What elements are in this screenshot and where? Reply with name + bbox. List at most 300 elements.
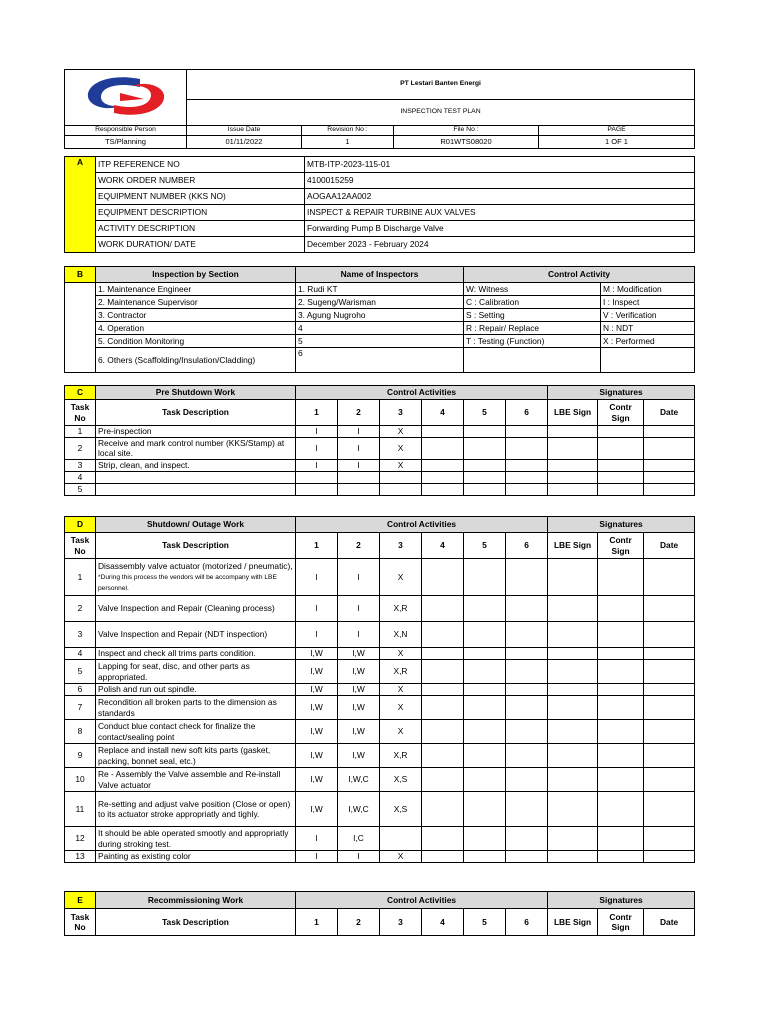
task-no: 3 xyxy=(65,622,96,648)
control-code xyxy=(464,348,601,373)
lbe-sign-header: LBE Sign xyxy=(548,533,598,559)
inspector-name: 5 xyxy=(296,335,464,348)
task-description-text: Inspect and check all trims parts condition. xyxy=(98,648,256,659)
control-activity-cell xyxy=(506,426,548,438)
control-activity-cell: I xyxy=(296,622,338,648)
lbe-sign-cell xyxy=(548,483,598,495)
field-value: MTB-ITP-2023-115-01 xyxy=(305,157,695,173)
task-description-text: Painting as existing color xyxy=(98,851,191,862)
task-description xyxy=(96,720,296,744)
date-cell xyxy=(644,483,695,495)
activity-column-header: 2 xyxy=(338,400,380,426)
control-activity-cell: X xyxy=(380,720,422,744)
control-activity-cell: I xyxy=(296,459,338,471)
task-description xyxy=(96,744,296,768)
control-activity-cell: I,W,C xyxy=(338,768,380,792)
control-activity-cell: X xyxy=(380,684,422,696)
control-activity-cell xyxy=(422,827,464,851)
control-activity-cell xyxy=(422,437,464,459)
control-activity-cell: I xyxy=(338,596,380,622)
lbe-sign-cell xyxy=(548,471,598,483)
task-no: 6 xyxy=(65,684,96,696)
task-description xyxy=(96,483,296,495)
task-description-text: It should be able operated smootly and appropriatly during stroking test. xyxy=(98,828,289,849)
task-no: 12 xyxy=(65,827,96,851)
control-activity-cell xyxy=(464,720,506,744)
contr-sign-cell xyxy=(598,648,644,660)
task-description xyxy=(96,827,296,851)
task-description-text: Re - Assembly the Valve assemble and Re-install Valve actuator xyxy=(98,769,281,790)
activity-column-header: 5 xyxy=(464,400,506,426)
control-activity-cell: I,W xyxy=(296,684,338,696)
contr-sign-cell xyxy=(598,744,644,768)
task-description xyxy=(96,596,296,622)
control-activity-cell xyxy=(464,660,506,684)
control-activity-cell: I xyxy=(296,596,338,622)
company-logo xyxy=(65,70,187,126)
lbe-sign-cell xyxy=(548,426,598,438)
task-row xyxy=(65,768,695,792)
field-value: Forwarding Pump B Discharge Valve xyxy=(305,221,695,237)
control-code: C : Calibration xyxy=(464,296,601,309)
control-code: V : Verification xyxy=(601,309,695,322)
control-activity-cell xyxy=(506,720,548,744)
control-activity-cell: X,S xyxy=(380,768,422,792)
control-activity-cell: X xyxy=(380,696,422,720)
task-no: 1 xyxy=(65,559,96,596)
task-row xyxy=(65,660,695,684)
date-header: Date xyxy=(644,533,695,559)
activity-column-header: 2 xyxy=(338,909,380,936)
control-activity-cell xyxy=(422,483,464,495)
task-description xyxy=(96,559,296,596)
control-activity-cell xyxy=(422,696,464,720)
date-cell xyxy=(644,792,695,827)
lbe-sign-cell xyxy=(548,696,598,720)
lbe-sign-header: LBE Sign xyxy=(548,400,598,426)
meta-label: Responsible Person xyxy=(65,125,187,135)
control-activity-cell xyxy=(422,720,464,744)
control-activity-cell xyxy=(422,768,464,792)
control-activity-cell xyxy=(422,426,464,438)
task-note: *During this process the vendors will be accompany with LBE personnel. xyxy=(98,574,277,593)
field-label: WORK ORDER NUMBER xyxy=(96,173,305,189)
section-d-letter: D xyxy=(65,517,96,533)
control-activity-cell xyxy=(464,744,506,768)
control-activity-cell: I,W,C xyxy=(338,792,380,827)
date-cell xyxy=(644,827,695,851)
section-e-letter: E xyxy=(65,892,96,909)
document-header xyxy=(64,69,695,149)
page-number: 1 OF 1 xyxy=(539,135,695,148)
field-label: EQUIPMENT NUMBER (KKS NO) xyxy=(96,189,305,205)
contr-sign-cell xyxy=(598,437,644,459)
task-description xyxy=(96,648,296,660)
task-description-text: Receive and mark control number (KKS/Stamp) at local site. xyxy=(98,437,285,458)
task-no: 11 xyxy=(65,792,96,827)
task-description-text: Conduct blue contact check for finalize the contact/sealing point xyxy=(98,721,256,742)
task-no-header: Task No xyxy=(65,533,96,559)
date-cell xyxy=(644,622,695,648)
control-activity-cell: I xyxy=(296,851,338,863)
control-activity-cell xyxy=(338,471,380,483)
task-row xyxy=(65,720,695,744)
date-cell xyxy=(644,648,695,660)
control-code xyxy=(601,348,695,373)
field-label: ITP REFERENCE NO xyxy=(96,157,305,173)
control-activity-cell xyxy=(422,622,464,648)
control-activity-cell xyxy=(506,437,548,459)
contr-sign-header: Contr Sign xyxy=(598,909,644,936)
inspection-section-header: Inspection by Section xyxy=(96,267,296,283)
task-row xyxy=(65,851,695,863)
field-value: INSPECT & REPAIR TURBINE AUX VALVES xyxy=(305,205,695,221)
control-activities-header: Control Activities xyxy=(296,386,548,400)
control-activity-cell: I,W xyxy=(338,744,380,768)
task-no: 4 xyxy=(65,471,96,483)
control-activity-cell xyxy=(464,696,506,720)
contr-sign-cell xyxy=(598,720,644,744)
lbe-sign-cell xyxy=(548,437,598,459)
task-description-text: Lapping for seat, disc, and other parts as appropriated. xyxy=(98,661,250,682)
contr-sign-cell xyxy=(598,622,644,648)
control-activity-cell xyxy=(506,744,548,768)
activity-column-header: 1 xyxy=(296,909,338,936)
contr-sign-cell xyxy=(598,559,644,596)
control-activity-cell: I xyxy=(296,426,338,438)
control-activity-cell: I xyxy=(338,559,380,596)
field-value: AOGAA12AA002 xyxy=(305,189,695,205)
activity-column-header: 3 xyxy=(380,400,422,426)
task-no: 9 xyxy=(65,744,96,768)
lbe-sign-cell xyxy=(548,792,598,827)
lbe-sign-cell xyxy=(548,851,598,863)
task-no: 10 xyxy=(65,768,96,792)
control-activity-cell: X,R xyxy=(380,596,422,622)
control-activity-cell xyxy=(422,596,464,622)
control-activity-cell xyxy=(506,459,548,471)
control-activity-cell: I xyxy=(296,559,338,596)
inspection-section: 3. Contractor xyxy=(96,309,296,322)
control-activity-cell: I xyxy=(338,459,380,471)
control-activity-cell xyxy=(422,684,464,696)
control-activity-cell: X xyxy=(380,437,422,459)
date-cell xyxy=(644,684,695,696)
lbe-sign-cell xyxy=(548,648,598,660)
task-no: 2 xyxy=(65,596,96,622)
control-code: T : Testing (Function) xyxy=(464,335,601,348)
control-activity-cell xyxy=(464,559,506,596)
responsible-person: TS/Planning xyxy=(65,135,187,148)
control-activity-cell xyxy=(380,471,422,483)
task-no-header: Task No xyxy=(65,400,96,426)
control-code: W: Witness xyxy=(464,283,601,296)
contr-sign-cell xyxy=(598,768,644,792)
control-activity-cell xyxy=(464,684,506,696)
date-cell xyxy=(644,696,695,720)
control-activity-cell: X xyxy=(380,459,422,471)
control-activity-cell: I,C xyxy=(338,827,380,851)
control-activity-cell: I xyxy=(296,437,338,459)
control-activity-cell xyxy=(506,483,548,495)
control-activity-cell xyxy=(506,768,548,792)
task-description-header: Task Description xyxy=(96,533,296,559)
control-activity-cell: I,W xyxy=(296,768,338,792)
task-row xyxy=(65,437,695,459)
section-c-title: Pre Shutdown Work xyxy=(96,386,296,400)
control-activity-cell xyxy=(506,851,548,863)
task-description xyxy=(96,851,296,863)
control-activity-cell xyxy=(422,660,464,684)
control-activity-cell: I,W xyxy=(296,696,338,720)
control-activity-cell xyxy=(296,471,338,483)
control-activities-header: Control Activities xyxy=(296,892,548,909)
control-activity-cell xyxy=(422,792,464,827)
activity-column-header: 6 xyxy=(506,533,548,559)
meta-label: PAGE xyxy=(539,125,695,135)
task-row xyxy=(65,827,695,851)
control-activity-cell: X,R xyxy=(380,660,422,684)
task-description xyxy=(96,684,296,696)
date-cell xyxy=(644,471,695,483)
task-no: 7 xyxy=(65,696,96,720)
task-description xyxy=(96,622,296,648)
task-description xyxy=(96,437,296,459)
control-activity-cell: I,W xyxy=(338,660,380,684)
signatures-header: Signatures xyxy=(548,892,695,909)
control-activity-cell xyxy=(506,559,548,596)
control-activity-cell xyxy=(464,792,506,827)
field-label: ACTIVITY DESCRIPTION xyxy=(96,221,305,237)
task-description-text: Strip, clean, and inspect. xyxy=(98,459,190,470)
activity-column-header: 6 xyxy=(506,400,548,426)
contr-sign-cell xyxy=(598,596,644,622)
task-description-text: Pre-inspection xyxy=(98,426,152,436)
lbe-sign-cell xyxy=(548,459,598,471)
task-row xyxy=(65,559,695,596)
task-no: 5 xyxy=(65,660,96,684)
date-cell xyxy=(644,720,695,744)
inspection-section: 1. Maintenance Engineer xyxy=(96,283,296,296)
inspector-name: 2. Sugeng/Warisman xyxy=(296,296,464,309)
control-activity-cell xyxy=(422,648,464,660)
inspector-name: 4 xyxy=(296,322,464,335)
control-activity-cell xyxy=(506,622,548,648)
control-activity-cell xyxy=(464,596,506,622)
control-activity-header: Control Activity xyxy=(464,267,695,283)
signatures-header: Signatures xyxy=(548,386,695,400)
control-activity-cell xyxy=(422,851,464,863)
task-description xyxy=(96,660,296,684)
control-activity-cell: X,R xyxy=(380,744,422,768)
task-description xyxy=(96,459,296,471)
contr-sign-cell xyxy=(598,483,644,495)
control-activity-cell xyxy=(338,483,380,495)
field-value: 4100015259 xyxy=(305,173,695,189)
control-activity-cell: I xyxy=(338,437,380,459)
date-cell xyxy=(644,437,695,459)
control-code: I : Inspect xyxy=(601,296,695,309)
task-no: 4 xyxy=(65,648,96,660)
task-description-text: Valve Inspection and Repair (NDT inspection) xyxy=(98,629,268,640)
task-no: 13 xyxy=(65,851,96,863)
control-activity-cell xyxy=(464,622,506,648)
lbe-sign-cell xyxy=(548,744,598,768)
task-description xyxy=(96,792,296,827)
control-activity-cell: X xyxy=(380,648,422,660)
date-header: Date xyxy=(644,400,695,426)
date-cell xyxy=(644,768,695,792)
control-code: S : Setting xyxy=(464,309,601,322)
control-activity-cell: I,W xyxy=(296,648,338,660)
contr-sign-cell xyxy=(598,459,644,471)
control-activity-cell: I xyxy=(338,622,380,648)
date-cell xyxy=(644,660,695,684)
activity-column-header: 3 xyxy=(380,909,422,936)
task-row xyxy=(65,483,695,495)
control-activity-cell: I,W xyxy=(338,684,380,696)
control-activity-cell xyxy=(506,471,548,483)
control-activity-cell: I xyxy=(296,827,338,851)
date-cell xyxy=(644,851,695,863)
section-a-letter: A xyxy=(65,157,96,253)
inspector-name: 6 xyxy=(296,348,464,373)
control-activity-cell xyxy=(464,768,506,792)
contr-sign-cell xyxy=(598,471,644,483)
lbe-sign-cell xyxy=(548,596,598,622)
control-activity-cell xyxy=(464,483,506,495)
section-a-table xyxy=(64,156,695,253)
control-activity-cell: I xyxy=(338,851,380,863)
activity-column-header: 6 xyxy=(506,909,548,936)
control-activities-header: Control Activities xyxy=(296,517,548,533)
section-d-table xyxy=(64,516,695,863)
task-no: 3 xyxy=(65,459,96,471)
task-row xyxy=(65,622,695,648)
control-activity-cell xyxy=(506,648,548,660)
activity-column-header: 5 xyxy=(464,909,506,936)
document-title: INSPECTION TEST PLAN xyxy=(187,100,695,125)
control-activity-cell: X xyxy=(380,559,422,596)
control-activity-cell xyxy=(422,459,464,471)
file-no: R01WTS08020 xyxy=(394,135,539,148)
logo-swoosh-icon xyxy=(80,73,172,119)
task-row xyxy=(65,684,695,696)
date-cell xyxy=(644,426,695,438)
control-activity-cell xyxy=(422,471,464,483)
task-row xyxy=(65,596,695,622)
control-activity-cell xyxy=(506,696,548,720)
meta-label: Revision No : xyxy=(302,125,394,135)
control-activity-cell xyxy=(506,596,548,622)
control-activity-cell: I xyxy=(338,426,380,438)
control-activity-cell: X xyxy=(380,426,422,438)
field-value: December 2023 - February 2024 xyxy=(305,237,695,253)
signatures-header: Signatures xyxy=(548,517,695,533)
contr-sign-cell xyxy=(598,684,644,696)
task-row xyxy=(65,471,695,483)
task-description-header: Task Description xyxy=(96,909,296,936)
activity-column-header: 5 xyxy=(464,533,506,559)
inspector-name: 3. Agung Nugroho xyxy=(296,309,464,322)
control-activity-cell: I,W xyxy=(338,720,380,744)
inspection-section: 6. Others (Scaffolding/Insulation/Cladding) xyxy=(96,348,296,373)
control-activity-cell xyxy=(506,827,548,851)
lbe-sign-cell xyxy=(548,684,598,696)
task-no: 8 xyxy=(65,720,96,744)
activity-column-header: 1 xyxy=(296,533,338,559)
contr-sign-cell xyxy=(598,792,644,827)
inspectors-header: Name of Inspectors xyxy=(296,267,464,283)
field-label: EQUIPMENT DESCRIPTION xyxy=(96,205,305,221)
control-activity-cell xyxy=(464,648,506,660)
lbe-sign-cell xyxy=(548,559,598,596)
control-code: N : NDT xyxy=(601,322,695,335)
control-activity-cell xyxy=(380,827,422,851)
task-description-header: Task Description xyxy=(96,400,296,426)
contr-sign-header: Contr Sign xyxy=(598,400,644,426)
task-description-text: Disassembly valve actuator (motorized / pneumatic), xyxy=(98,560,293,571)
section-d-title: Shutdown/ Outage Work xyxy=(96,517,296,533)
contr-sign-cell xyxy=(598,827,644,851)
control-activity-cell xyxy=(506,684,548,696)
section-e-table xyxy=(64,891,695,936)
control-activity-cell xyxy=(464,851,506,863)
control-activity-cell xyxy=(380,483,422,495)
task-no: 1 xyxy=(65,426,96,438)
task-description xyxy=(96,696,296,720)
section-e-title: Recommissioning Work xyxy=(96,892,296,909)
activity-column-header: 4 xyxy=(422,909,464,936)
control-activity-cell xyxy=(506,792,548,827)
control-activity-cell: I,W xyxy=(296,720,338,744)
task-row xyxy=(65,792,695,827)
task-no: 2 xyxy=(65,437,96,459)
activity-column-header: 1 xyxy=(296,400,338,426)
task-description-text: Valve Inspection and Repair (Cleaning process) xyxy=(98,603,275,614)
revision-no: 1 xyxy=(302,135,394,148)
control-activity-cell: I,W xyxy=(338,648,380,660)
task-row xyxy=(65,459,695,471)
task-row xyxy=(65,696,695,720)
control-code: M : Modification xyxy=(601,283,695,296)
control-activity-cell xyxy=(422,744,464,768)
contr-sign-cell xyxy=(598,851,644,863)
inspector-name: 1. Rudi KT xyxy=(296,283,464,296)
inspection-section: 2. Maintenance Supervisor xyxy=(96,296,296,309)
task-row xyxy=(65,426,695,438)
task-description xyxy=(96,426,296,438)
lbe-sign-cell xyxy=(548,768,598,792)
section-b-table xyxy=(64,266,695,373)
meta-label: Issue Date xyxy=(187,125,302,135)
task-description-text: Recondition all broken parts to the dimension as standards xyxy=(98,697,277,718)
control-code: R : Repair/ Replace xyxy=(464,322,601,335)
control-activity-cell: X,N xyxy=(380,622,422,648)
section-b-letter: B xyxy=(65,267,96,283)
section-c-table xyxy=(64,385,695,496)
lbe-sign-header: LBE Sign xyxy=(548,909,598,936)
field-label: WORK DURATION/ DATE xyxy=(96,237,305,253)
contr-sign-cell xyxy=(598,660,644,684)
date-cell xyxy=(644,744,695,768)
control-code: X : Performed xyxy=(601,335,695,348)
lbe-sign-cell xyxy=(548,720,598,744)
task-no-header: Task No xyxy=(65,909,96,936)
activity-column-header: 4 xyxy=(422,533,464,559)
contr-sign-header: Contr Sign xyxy=(598,533,644,559)
task-description xyxy=(96,471,296,483)
